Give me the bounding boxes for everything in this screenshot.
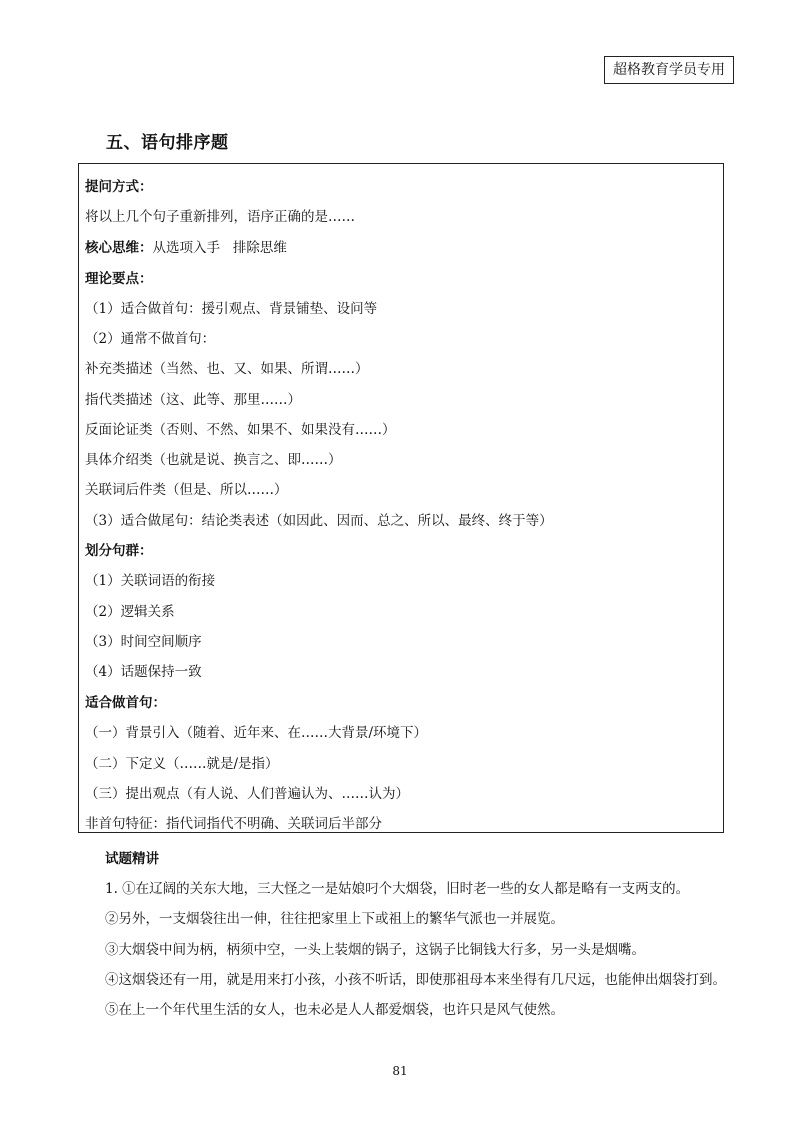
core-text: 从选项入手 排除思维 [152, 240, 287, 256]
group-item: （2）逻辑关系 [85, 604, 175, 620]
first-item: （二）下定义（……就是/是指） [85, 756, 279, 772]
question-line: 1. ①在辽阔的关东大地，三大怪之一是姑娘叼个大烟袋，旧时老一些的女人都是略有一支两支的。 [105, 881, 690, 897]
ask-text: 将以上几个句子重新排列，语序正确的是…… [85, 209, 355, 225]
group-label: 划分句群： [85, 543, 153, 559]
section-title: 五、语句排序题 [106, 133, 229, 153]
explain-title: 试题精讲 [105, 851, 159, 867]
group-item: （3）时间空间顺序 [85, 634, 202, 650]
page-number: 81 [392, 1064, 408, 1078]
theory-item: （3）适合做尾句：结论类表述（如因此、因而、总之、所以、最终、终于等） [85, 513, 553, 529]
first-label: 适合做首句： [85, 695, 166, 711]
question-line: ④这烟袋还有一用，就是用来打小孩，小孩不听话，即使那祖母本来坐得有几尺远，也能伸出烟袋打到。 [105, 972, 726, 988]
core-label: 核心思维： [85, 240, 153, 256]
core-line [85, 236, 287, 256]
summary-box [78, 163, 724, 833]
theory-item: （2）通常不做首句： [85, 331, 216, 347]
ask-label: 提问方式： [85, 179, 153, 195]
theory-label: 理论要点： [85, 271, 153, 287]
theory-item: 具体介绍类（也就是说、换言之、即……） [85, 452, 342, 468]
group-item: （4）话题保持一致 [85, 664, 202, 680]
theory-item: 补充类描述（当然、也、又、如果、所谓……） [85, 361, 369, 377]
first-item: （三）提出观点（有人说、人们普遍认为、……认为） [85, 786, 409, 802]
question-line: ②另外，一支烟袋往出一伸，往往把家里上下或祖上的繁华气派也一并展览。 [105, 911, 564, 927]
question-line: ⑤在上一个年代里生活的女人，也未必是人人都爱烟袋，也许只是风气使然。 [105, 1002, 564, 1018]
theory-item: 关联词后件类（但是、所以……） [85, 482, 288, 498]
question-line: ③大烟袋中间为柄，柄须中空，一头上装烟的锅子，这锅子比铜钱大行多，另一头是烟嘴。 [105, 942, 645, 958]
first-item: （一）背景引入（随着、近年来、在……大背景/环境下） [85, 725, 428, 741]
theory-item: 反面论证类（否则、不然、如果不、如果没有……） [85, 422, 396, 438]
header-badge: 超格教育学员专用 [604, 56, 734, 84]
theory-item: 指代类描述（这、此等、那里……） [85, 392, 301, 408]
theory-item: （1）适合做首句：援引观点、背景铺垫、设问等 [85, 301, 378, 317]
group-item: （1）关联词语的衔接 [85, 573, 216, 589]
nonfirst-text: 非首句特征：指代词指代不明确、关联词后半部分 [85, 816, 382, 832]
